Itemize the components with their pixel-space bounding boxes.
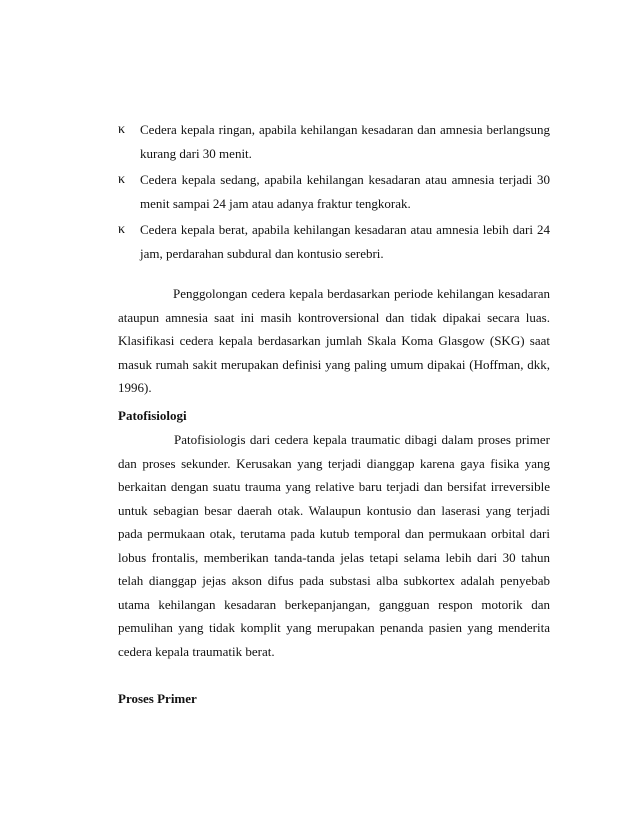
bullet-text: Cedera kepala berat, apabila kehilangan kesadaran atau amnesia lebih dari 24 jam, perdarahan subdural dan kontusio serebri. [140, 222, 550, 261]
bullet-symbol: κ [118, 122, 126, 137]
paragraph-patofisiologis: Patofisiologis dari cedera kepala traumatic dibagi dalam proses primer dan proses sekunder. Kerusakan yang terjadi dianggap karena gaya fisika yang berkaitan dengan suatu trauma yang relative baru terjadi dan bersifat irreversible untuk sebagian besar daerah otak. Walaupun kontusio dan laserasi yang terjadi pada permukaan otak, terutama pada kutub temporal dan permukaan orbital dari lobus frontalis, memberikan tanda-tanda jelas tetapi selama lebih dari 30 tahun telah dianggap jejas akson difus pada substasi alba subkortex adalah penyebab utama kehilangan kesadaran berkepanjangan, gangguan respon motorik dan pemulihan yang tidak komplit yang merupakan penanda pasien yang menderita cedera kepala traumatik berat. [118, 432, 550, 659]
heading-patofisiologi: Patofisiologi [118, 408, 187, 423]
bullet-item-berat [118, 218, 550, 266]
paragraph-penggolongan: Penggolongan cedera kepala berdasarkan periode kehilangan kesadaran ataupun amnesia saat ini masih kontroversional dan tidak dipakai secara luas. Klasifikasi cedera kepala berdasarkan jumlah Skala Koma Glasgow (SKG) saat masuk rumah sakit merupakan definisi yang paling umum dipakai (Hoffman, dkk, 1996). [118, 286, 550, 395]
bullet-text: Cedera kepala sedang, apabila kehilangan kesadaran atau amnesia terjadi 30 menit sampai 24 jam atau adanya fraktur tengkorak. [140, 172, 550, 211]
bullet-symbol: κ [118, 222, 126, 237]
bullet-item-ringan [118, 118, 550, 166]
bullet-list [118, 118, 550, 268]
bullet-item-sedang [118, 168, 550, 216]
heading-proses-primer: Proses Primer [118, 691, 197, 706]
bullet-symbol: κ [118, 172, 126, 187]
bullet-text: Cedera kepala ringan, apabila kehilangan kesadaran dan amnesia berlangsung kurang dari 30 menit. [140, 122, 550, 161]
